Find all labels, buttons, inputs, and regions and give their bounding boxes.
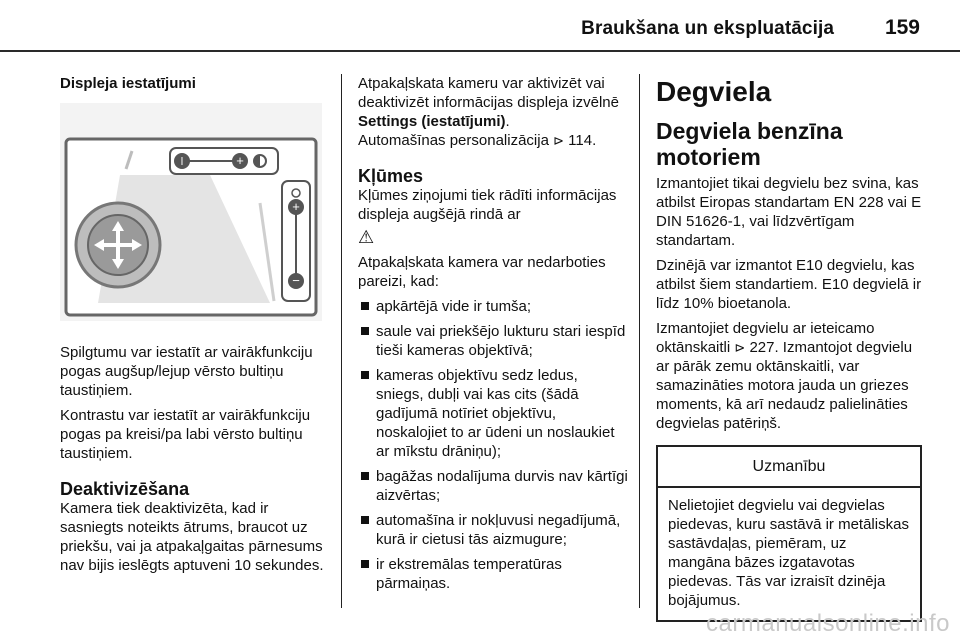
- e10-paragraph: Dzinējā var izmantot E10 degvielu, kas atbilst šiem standartiem. E10 degvielā ir līdz 10% bioetanola.: [656, 257, 922, 312]
- errors-heading: Kļūmes: [358, 166, 424, 186]
- deactivation-paragraph: Kamera tiek deaktivizēta, kad ir sasniegts noteikts ātrums, braucot uz priekšu, vai ja atpakaļgaitas pārnesums nav bijis ieslēgts aptuveni 10 sekundes.: [60, 500, 324, 574]
- octane-text-b: 227. Izmantojot degvielu ar pārāk zemu oktānskaitli, var samazināties motora jauda un griezes moments, kā arī nedaudz palielināties degvielas patēriņš.: [656, 339, 913, 432]
- list-item: [358, 555, 628, 593]
- list-item: [358, 322, 628, 360]
- caution-box: [656, 445, 922, 622]
- fuel-standard-paragraph: Izmantojiet tikai degvielu bez svina, kas atbilst Eiropas standartam EN 228 vai E DIN 51626-1, vai līdzvērtīgam standartam.: [656, 175, 922, 249]
- page-reference-icon: ⊳: [734, 340, 746, 355]
- bullet-square-icon: [361, 327, 369, 335]
- settings-text-b: .: [505, 113, 510, 130]
- settings-text-a: Atpakaļskata kameru var aktivizēt vai deaktivizēt informācijas displeja izvēlnē: [358, 75, 619, 111]
- contrast-paragraph: Kontrastu var iestatīt ar vairākfunkciju pogas pa kreisi/pa labi vērsto bultiņu taustiņiem.: [60, 407, 311, 462]
- petrol-subtitle: Degviela benzīna motoriem: [656, 118, 843, 170]
- list-item: [358, 467, 628, 505]
- display-settings-heading: Displeja iestatījumi: [60, 75, 196, 92]
- errors-paragraph: Kļūmes ziņojumi tiek rādīti informācijas displeja augšējā rindā ar: [358, 187, 617, 223]
- list-item: [358, 297, 628, 316]
- malfunction-intro: Atpakaļskata kamera var nedarboties pareizi, kad:: [358, 254, 606, 290]
- list-item-text: automašīna ir nokļuvusi negadījumā, kurā ir cietusi tās aizmugure;: [376, 512, 621, 548]
- column-3: [656, 74, 922, 622]
- settings-menu-name: Settings (iestatījumi): [358, 113, 506, 130]
- bullet-square-icon: [361, 472, 369, 480]
- list-item-text: kameras objektīvu sedz ledus, sniegs, dubļi vai kas cits (šādā gadījumā notīriet objektīvu, noskalojiet to ar ūdeni un noslaukiet ar mīkstu drāniņu);: [376, 367, 615, 460]
- personalization-text: Automašīnas personalizācija: [358, 132, 554, 149]
- list-item: [358, 511, 628, 549]
- octane-text-a: Izmantojiet degvielu ar ieteicamo oktānskaitli: [656, 320, 875, 356]
- list-item-text: apkārtējā vide ir tumša;: [376, 298, 532, 315]
- svg-text:+: +: [292, 199, 300, 214]
- page-reference-icon: ⊳: [553, 133, 565, 148]
- camera-settings-paragraph: [358, 74, 628, 150]
- watermark: carmanualsonline.info: [706, 610, 950, 637]
- list-item-text: ir ekstremālas temperatūras pārmaiņas.: [376, 556, 562, 592]
- fuel-title: Degviela: [656, 76, 772, 107]
- octane-paragraph: [656, 319, 922, 433]
- bullet-square-icon: [361, 560, 369, 568]
- caution-text: Nelietojiet degvielu vai degvielas piedevas, kuru sastāvā ir metāliskas sastāvdaļas, piemēram, uz mangāna bāzes izgatavotas piedevas. Tās var izraisīt dzinēja bojājumus.: [668, 497, 909, 609]
- svg-text:+: +: [236, 153, 244, 168]
- svg-text:−: −: [292, 273, 300, 288]
- personalization-page: 114.: [564, 132, 597, 149]
- warning-triangle-icon: ⚠: [358, 227, 375, 247]
- brightness-paragraph: Spilgtumu var iestatīt ar vairākfunkciju pogas augšup/lejup vērsto bultiņu taustiņiem.: [60, 344, 313, 399]
- header-title: Braukšana un ekspluatācija: [581, 18, 834, 39]
- page-number: 159: [884, 16, 920, 39]
- bullet-square-icon: [361, 302, 369, 310]
- column-2: [358, 74, 628, 599]
- display-settings-illustration: [60, 103, 322, 321]
- deactivation-heading: Deaktivizēšana: [60, 479, 190, 499]
- column-divider-2: [639, 74, 640, 608]
- bullet-square-icon: [361, 516, 369, 524]
- list-item: [358, 366, 628, 461]
- column-1: [60, 74, 328, 581]
- list-item-text: bagāžas nodalījuma durvis nav kārtīgi aizvērtas;: [376, 468, 628, 504]
- malfunction-list: [358, 297, 628, 593]
- header-rule: [0, 50, 960, 52]
- column-divider-1: [341, 74, 342, 608]
- bullet-square-icon: [361, 371, 369, 379]
- list-item-text: saule vai priekšējo lukturu stari iespīd tieši kameras objektīvā;: [376, 323, 626, 359]
- caution-title: Uzmanību: [658, 447, 920, 488]
- svg-text:l: l: [180, 156, 184, 168]
